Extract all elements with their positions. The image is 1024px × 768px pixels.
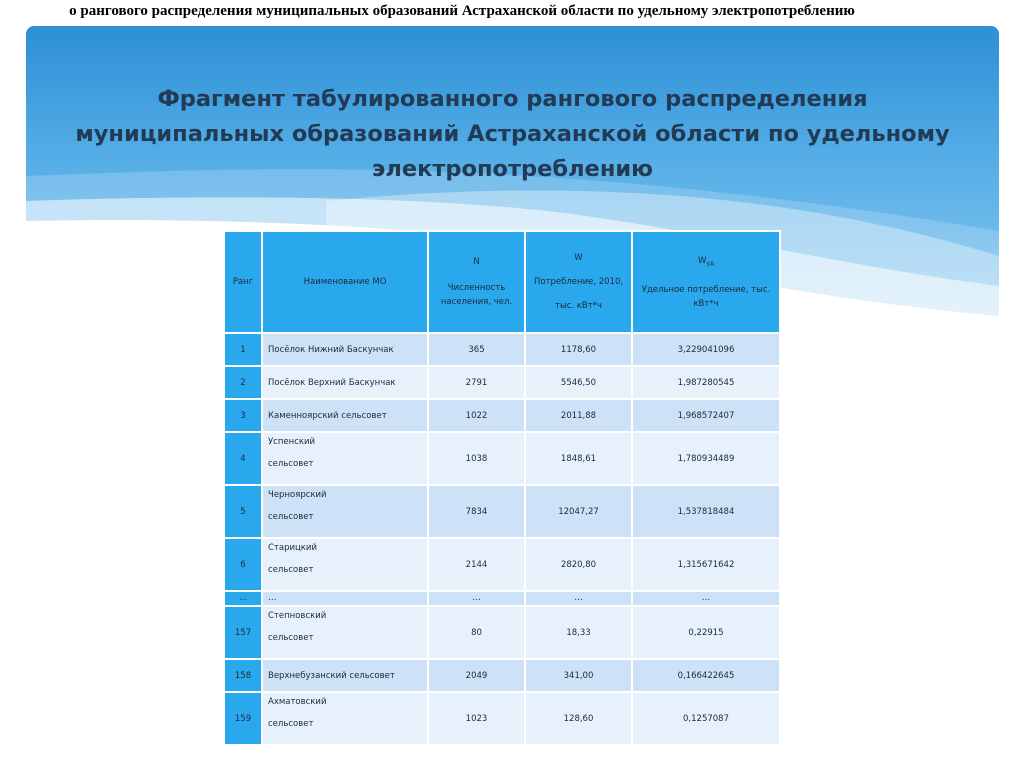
name-line-1: Посёлок Верхний Баскунчак (268, 377, 396, 388)
specific-cell: 0,1257087 (632, 692, 780, 745)
header-specific-label: Удельное потребление, тыс. кВт*ч (641, 284, 771, 309)
table-row (224, 366, 780, 399)
table-row (224, 606, 780, 659)
population-cell: 7834 (428, 485, 525, 538)
consumption-cell: 18,33 (525, 606, 632, 659)
rank-cell: 4 (224, 432, 262, 485)
header-specific-symbol (637, 254, 775, 271)
name-cell (262, 333, 428, 366)
population-cell: 1022 (428, 399, 525, 432)
header-consumption (525, 231, 632, 333)
name-line-1: Верхнебузанский сельсовет (268, 670, 395, 681)
name-line-2: сельсовет (268, 565, 314, 575)
title-line-2: муниципальных образований Астраханской области по удельному (75, 121, 950, 147)
consumption-cell: 1178,60 (525, 333, 632, 366)
table-header-row (224, 231, 780, 333)
name-line-1: Ахматовский (268, 697, 327, 707)
population-cell: 2791 (428, 366, 525, 399)
rank-cell: 1 (224, 333, 262, 366)
name-line-1: Степновский (268, 611, 327, 621)
name-cell (262, 692, 428, 745)
consumption-cell: … (525, 591, 632, 606)
rank-cell: 3 (224, 399, 262, 432)
specific-symbol-sub: уд (706, 259, 715, 267)
specific-cell: 3,229041096 (632, 333, 780, 366)
header-rank (224, 231, 262, 333)
name-cell (262, 432, 428, 485)
table-row (224, 432, 780, 485)
population-cell: 1023 (428, 692, 525, 745)
consumption-cell: 12047,27 (525, 485, 632, 538)
consumption-cell: 1848,61 (525, 432, 632, 485)
slide (26, 26, 999, 768)
consumption-cell: 128,60 (525, 692, 632, 745)
table-row (224, 692, 780, 745)
table-row-ellipsis (224, 591, 780, 606)
name-cell (262, 485, 428, 538)
table-row (224, 399, 780, 432)
rank-cell: 2 (224, 366, 262, 399)
specific-cell: 1,537818484 (632, 485, 780, 538)
rank-cell: 158 (224, 659, 262, 692)
table-row (224, 538, 780, 591)
rank-cell: … (224, 591, 262, 606)
name-line-2: сельсовет (268, 633, 314, 643)
rank-cell: 5 (224, 485, 262, 538)
specific-symbol-main: W (697, 255, 707, 266)
header-name (262, 231, 428, 333)
population-cell: 80 (428, 606, 525, 659)
consumption-cell: 5546,50 (525, 366, 632, 399)
name-line-1: Посёлок Нижний Баскунчак (268, 344, 394, 355)
population-cell: 365 (428, 333, 525, 366)
name-cell (262, 591, 428, 606)
specific-cell: 0,166422645 (632, 659, 780, 692)
title-line-1: Фрагмент табулированного рангового распределения (157, 86, 868, 112)
specific-cell: 1,968572407 (632, 399, 780, 432)
name-line-2: сельсовет (268, 512, 314, 522)
name-line-2: сельсовет (268, 459, 314, 469)
specific-cell: 1,780934489 (632, 432, 780, 485)
population-cell: 2049 (428, 659, 525, 692)
top-caption: о рангового распределения муниципальных образований Астраханской области по удельному электропотреблению (69, 3, 855, 19)
header-consumption-symbol: W (574, 253, 583, 263)
name-line-1: Черноярский (268, 490, 327, 500)
consumption-cell: 2011,88 (525, 399, 632, 432)
specific-cell: 1,987280545 (632, 366, 780, 399)
rank-distribution-table (223, 230, 781, 746)
name-cell (262, 538, 428, 591)
population-cell: 2144 (428, 538, 525, 591)
name-cell (262, 399, 428, 432)
specific-cell: 1,315671642 (632, 538, 780, 591)
specific-cell: … (632, 591, 780, 606)
consumption-cell: 2820,80 (525, 538, 632, 591)
header-consumption-label-1: Потребление, 2010, (533, 277, 624, 287)
header-population-symbol: N (473, 257, 480, 267)
consumption-cell: 341,00 (525, 659, 632, 692)
slide-title (46, 82, 979, 187)
specific-cell: 0,22915 (632, 606, 780, 659)
header-name-label: Наименование МО (303, 277, 387, 287)
header-rank-label: Ранг (232, 277, 254, 287)
header-population (428, 231, 525, 333)
name-cell (262, 606, 428, 659)
population-cell: 1038 (428, 432, 525, 485)
rank-cell: 6 (224, 538, 262, 591)
header-specific-consumption (632, 231, 780, 333)
population-cell: … (428, 591, 525, 606)
name-line-1: Старицкий (268, 543, 317, 553)
table-row (224, 485, 780, 538)
rank-cell: 157 (224, 606, 262, 659)
header-population-label: Численность населения, чел. (440, 283, 513, 307)
title-line-3: электропотреблению (372, 156, 653, 182)
table-row (224, 333, 780, 366)
table-row (224, 659, 780, 692)
name-cell (262, 659, 428, 692)
name-line-1: … (268, 593, 277, 603)
header-consumption-label-2: тыс. кВт*ч (555, 301, 602, 311)
name-line-1: Успенский (268, 437, 316, 447)
name-line-2: сельсовет (268, 719, 314, 729)
rank-cell: 159 (224, 692, 262, 745)
name-line-1: Каменноярский сельсовет (268, 410, 387, 421)
name-cell (262, 366, 428, 399)
